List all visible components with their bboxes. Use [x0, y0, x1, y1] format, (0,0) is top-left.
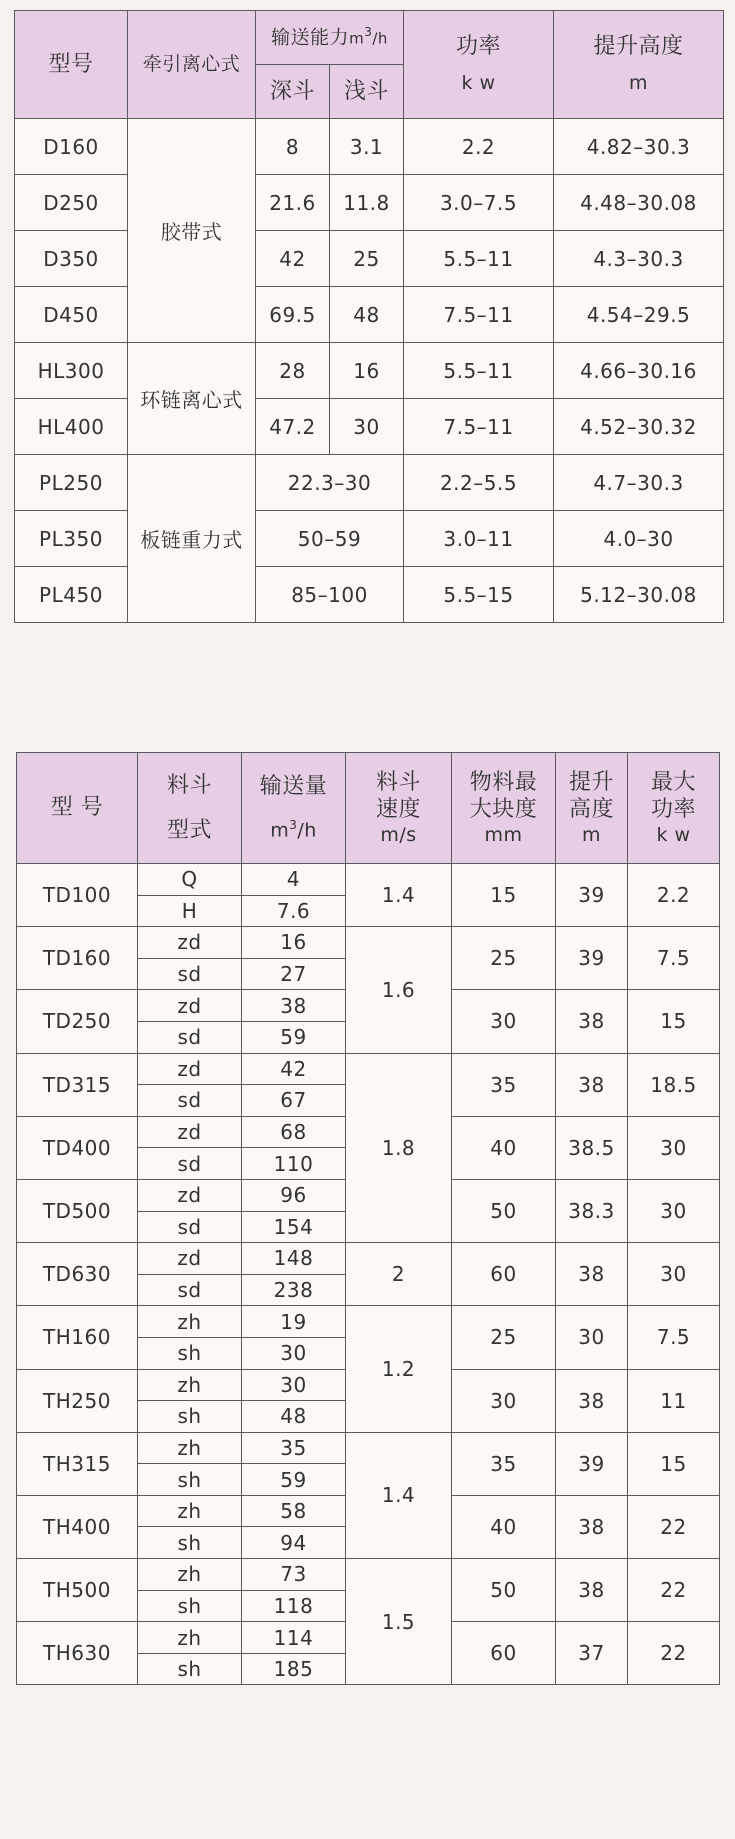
lump-size-cell: 35	[452, 1053, 556, 1116]
header2-volume-sup: 3	[289, 818, 298, 833]
shallow-capacity-cell: 30	[330, 399, 404, 455]
table-row	[15, 119, 724, 175]
lump-size-cell: 35	[452, 1432, 556, 1495]
speed-cell: 2	[346, 1243, 452, 1306]
speed-cell: 1.8	[346, 1053, 452, 1243]
power-cell: 7.5–11	[404, 399, 554, 455]
header2-lump-l3: mm	[484, 823, 523, 846]
volume-cell: 58	[242, 1495, 346, 1527]
lift-height-cell: 38.5	[556, 1116, 628, 1179]
bucket-type-cell: zh	[138, 1559, 242, 1591]
traction-cell: 胶带式	[128, 119, 256, 343]
lift-height-cell: 39	[556, 1432, 628, 1495]
bucket-type-cell: sd	[138, 1021, 242, 1053]
lift-height-cell: 38	[556, 1053, 628, 1116]
model-cell: PL350	[15, 511, 128, 567]
model-cell: HL300	[15, 343, 128, 399]
speed-cell: 1.2	[346, 1306, 452, 1432]
volume-cell: 110	[242, 1148, 346, 1180]
lift-height-cell: 38	[556, 990, 628, 1053]
model-cell: TD250	[17, 990, 138, 1053]
volume-cell: 96	[242, 1179, 346, 1211]
lift-cell: 4.0–30	[554, 511, 724, 567]
header-capacity	[256, 11, 404, 65]
header2-bucket-l2: 型式	[166, 818, 212, 843]
bucket-type-cell: zh	[138, 1432, 242, 1464]
header2-speed-l2: 速度	[375, 797, 421, 823]
header2-speed-l1: 料斗	[375, 769, 421, 795]
model-cell: HL400	[15, 399, 128, 455]
model-cell: TH160	[17, 1306, 138, 1369]
bucket-type-cell: zd	[138, 1243, 242, 1275]
header-lift-unit: m	[628, 72, 648, 95]
power-cell: 3.0–7.5	[404, 175, 554, 231]
header2-lift-l1: 提升	[568, 769, 614, 795]
volume-cell: 30	[242, 1337, 346, 1369]
header-deep: 深斗	[256, 65, 330, 119]
lump-size-cell: 15	[452, 864, 556, 927]
header2-volume-unit	[242, 818, 345, 843]
lift-height-cell: 38	[556, 1559, 628, 1622]
shallow-capacity-cell: 3.1	[330, 119, 404, 175]
bucket-type-cell: zd	[138, 927, 242, 959]
model-cell: D250	[15, 175, 128, 231]
header2-power	[628, 753, 720, 864]
bucket-type-cell: sh	[138, 1337, 242, 1369]
table-row	[15, 287, 724, 343]
table-row	[15, 455, 724, 511]
table-row	[17, 1432, 720, 1464]
volume-cell: 27	[242, 958, 346, 990]
bucket-type-cell: sd	[138, 1085, 242, 1117]
table-row	[15, 567, 724, 623]
power-cell: 5.5–11	[404, 343, 554, 399]
lift-cell: 4.52–30.32	[554, 399, 724, 455]
deep-capacity-cell: 69.5	[256, 287, 330, 343]
table-row	[17, 864, 720, 896]
traction-cell: 环链离心式	[128, 343, 256, 455]
table-row	[17, 1053, 720, 1085]
bucket-type-cell: sh	[138, 1590, 242, 1622]
header2-lump-l2: 大块度	[469, 797, 538, 823]
table-row	[15, 399, 724, 455]
volume-cell: 94	[242, 1527, 346, 1559]
model-cell: PL250	[15, 455, 128, 511]
header-power-unit: k w	[461, 72, 496, 95]
table-row	[15, 343, 724, 399]
bucket-type-cell: sd	[138, 1148, 242, 1180]
model-cell: TH630	[17, 1622, 138, 1685]
lump-size-cell: 60	[452, 1622, 556, 1685]
bucket-type-cell: zh	[138, 1369, 242, 1401]
shallow-capacity-cell: 48	[330, 287, 404, 343]
model-cell: D450	[15, 287, 128, 343]
lift-height-cell: 39	[556, 927, 628, 990]
header2-power-l2: 功率	[650, 797, 696, 823]
lift-height-cell: 30	[556, 1306, 628, 1369]
bucket-type-cell: zh	[138, 1306, 242, 1338]
power-cell: 3.0–11	[404, 511, 554, 567]
max-power-cell: 30	[628, 1179, 720, 1242]
lift-cell: 5.12–30.08	[554, 567, 724, 623]
capacity-cell: 22.3–30	[256, 455, 404, 511]
bucket-type-cell: sh	[138, 1653, 242, 1685]
volume-cell: 118	[242, 1590, 346, 1622]
max-power-cell: 22	[628, 1559, 720, 1622]
model-cell: D160	[15, 119, 128, 175]
max-power-cell: 2.2	[628, 864, 720, 927]
header-capacity-unit-base: m	[349, 29, 365, 48]
max-power-cell: 15	[628, 990, 720, 1053]
model-cell: TH500	[17, 1559, 138, 1622]
header2-lump-l1: 物料最	[469, 769, 538, 795]
header2-lump	[452, 753, 556, 864]
volume-cell: 42	[242, 1053, 346, 1085]
lump-size-cell: 40	[452, 1116, 556, 1179]
header2-volume	[242, 753, 346, 864]
model-cell: TH250	[17, 1369, 138, 1432]
bucket-type-cell: zd	[138, 1179, 242, 1211]
table-row	[15, 511, 724, 567]
shallow-capacity-cell: 25	[330, 231, 404, 287]
table-row	[15, 231, 724, 287]
shallow-capacity-cell: 11.8	[330, 175, 404, 231]
lump-size-cell: 30	[452, 1369, 556, 1432]
lift-cell: 4.66–30.16	[554, 343, 724, 399]
volume-cell: 35	[242, 1432, 346, 1464]
bucket-type-cell: zh	[138, 1495, 242, 1527]
header-lift	[554, 11, 724, 119]
table-row	[15, 175, 724, 231]
table-row	[17, 1306, 720, 1338]
lift-height-cell: 38	[556, 1495, 628, 1558]
capacity-cell: 85–100	[256, 567, 404, 623]
max-power-cell: 7.5	[628, 1306, 720, 1369]
header-power-label: 功率	[455, 33, 501, 59]
volume-cell: 7.6	[242, 895, 346, 927]
header2-bucket-l1: 料斗	[166, 772, 212, 798]
header2-model: 型 号	[17, 753, 138, 864]
table-row	[17, 927, 720, 959]
volume-cell: 154	[242, 1211, 346, 1243]
model-cell: TD100	[17, 864, 138, 927]
bucket-type-cell: sh	[138, 1527, 242, 1559]
lump-size-cell: 50	[452, 1559, 556, 1622]
header2-power-l1: 最大	[650, 769, 696, 795]
volume-cell: 114	[242, 1622, 346, 1654]
header-capacity-unit-tail: /h	[372, 29, 388, 48]
table1-body	[15, 119, 724, 623]
capacity-cell: 50–59	[256, 511, 404, 567]
deep-capacity-cell: 42	[256, 231, 330, 287]
header2-power-l3: k w	[656, 823, 691, 846]
volume-cell: 68	[242, 1116, 346, 1148]
header-power	[404, 11, 554, 119]
volume-cell: 59	[242, 1464, 346, 1496]
header-capacity-label: 输送能力	[271, 26, 350, 49]
bucket-type-cell: sd	[138, 1211, 242, 1243]
bucket-type-cell: sd	[138, 1274, 242, 1306]
volume-cell: 73	[242, 1559, 346, 1591]
lift-height-cell: 39	[556, 864, 628, 927]
volume-cell: 59	[242, 1021, 346, 1053]
model-cell: D350	[15, 231, 128, 287]
lift-height-cell: 38	[556, 1243, 628, 1306]
model-cell: TD500	[17, 1179, 138, 1242]
volume-cell: 19	[242, 1306, 346, 1338]
lump-size-cell: 25	[452, 1306, 556, 1369]
speed-cell: 1.4	[346, 864, 452, 927]
lift-cell: 4.3–30.3	[554, 231, 724, 287]
bucket-type-cell: zd	[138, 1053, 242, 1085]
max-power-cell: 7.5	[628, 927, 720, 990]
lift-cell: 4.48–30.08	[554, 175, 724, 231]
bucket-type-cell: sh	[138, 1464, 242, 1496]
elevator-specs-table-1	[14, 10, 724, 623]
power-cell: 2.2–5.5	[404, 455, 554, 511]
max-power-cell: 30	[628, 1116, 720, 1179]
volume-cell: 238	[242, 1274, 346, 1306]
max-power-cell: 22	[628, 1622, 720, 1685]
lump-size-cell: 40	[452, 1495, 556, 1558]
lift-height-cell: 38.3	[556, 1179, 628, 1242]
header2-lift-l3: m	[581, 823, 601, 846]
deep-capacity-cell: 8	[256, 119, 330, 175]
max-power-cell: 11	[628, 1369, 720, 1432]
header2-volume-base: m	[270, 819, 290, 842]
lift-cell: 4.82–30.3	[554, 119, 724, 175]
volume-cell: 67	[242, 1085, 346, 1117]
power-cell: 7.5–11	[404, 287, 554, 343]
max-power-cell: 30	[628, 1243, 720, 1306]
traction-cell: 板链重力式	[128, 455, 256, 623]
header-model: 型号	[15, 11, 128, 119]
lump-size-cell: 50	[452, 1179, 556, 1242]
bucket-type-cell: H	[138, 895, 242, 927]
elevator-specs-table-2	[16, 752, 720, 1685]
speed-cell: 1.6	[346, 927, 452, 1053]
table-row	[17, 1559, 720, 1591]
shallow-capacity-cell: 16	[330, 343, 404, 399]
lump-size-cell: 30	[452, 990, 556, 1053]
max-power-cell: 15	[628, 1432, 720, 1495]
volume-cell: 4	[242, 864, 346, 896]
volume-cell: 30	[242, 1369, 346, 1401]
deep-capacity-cell: 47.2	[256, 399, 330, 455]
table2-body	[17, 864, 720, 1685]
volume-cell: 38	[242, 990, 346, 1022]
header2-volume-tail: /h	[297, 819, 317, 842]
lift-height-cell: 38	[556, 1369, 628, 1432]
bucket-type-cell: sd	[138, 958, 242, 990]
header2-speed	[346, 753, 452, 864]
header2-speed-l3: m/s	[380, 823, 417, 846]
lump-size-cell: 60	[452, 1243, 556, 1306]
bucket-type-cell: zd	[138, 1116, 242, 1148]
max-power-cell: 18.5	[628, 1053, 720, 1116]
bucket-type-cell: zd	[138, 990, 242, 1022]
header-lift-label: 提升高度	[593, 33, 684, 59]
model-cell: TD160	[17, 927, 138, 990]
volume-cell: 185	[242, 1653, 346, 1685]
lift-cell: 4.7–30.3	[554, 455, 724, 511]
header2-volume-l1: 输送量	[259, 773, 328, 799]
model-cell: TD315	[17, 1053, 138, 1116]
model-cell: PL450	[15, 567, 128, 623]
lift-cell: 4.54–29.5	[554, 287, 724, 343]
speed-cell: 1.4	[346, 1432, 452, 1558]
model-cell: TD630	[17, 1243, 138, 1306]
header-capacity-unit-sup: 3	[364, 24, 373, 39]
bucket-type-cell: sh	[138, 1401, 242, 1433]
power-cell: 2.2	[404, 119, 554, 175]
header2-lift	[556, 753, 628, 864]
model-cell: TD400	[17, 1116, 138, 1179]
max-power-cell: 22	[628, 1495, 720, 1558]
model-cell: TH400	[17, 1495, 138, 1558]
bucket-type-cell: zh	[138, 1622, 242, 1654]
header2-lift-l2: 高度	[568, 797, 614, 823]
volume-cell: 148	[242, 1243, 346, 1275]
model-cell: TH315	[17, 1432, 138, 1495]
deep-capacity-cell: 21.6	[256, 175, 330, 231]
header-traction: 牵引离心式	[128, 11, 256, 119]
power-cell: 5.5–15	[404, 567, 554, 623]
table-row	[17, 1243, 720, 1275]
lump-size-cell: 25	[452, 927, 556, 990]
volume-cell: 16	[242, 927, 346, 959]
deep-capacity-cell: 28	[256, 343, 330, 399]
power-cell: 5.5–11	[404, 231, 554, 287]
volume-cell: 48	[242, 1401, 346, 1433]
bucket-type-cell: Q	[138, 864, 242, 896]
lift-height-cell: 37	[556, 1622, 628, 1685]
header2-bucket-type	[138, 753, 242, 864]
speed-cell: 1.5	[346, 1559, 452, 1685]
header-shallow: 浅斗	[330, 65, 404, 119]
